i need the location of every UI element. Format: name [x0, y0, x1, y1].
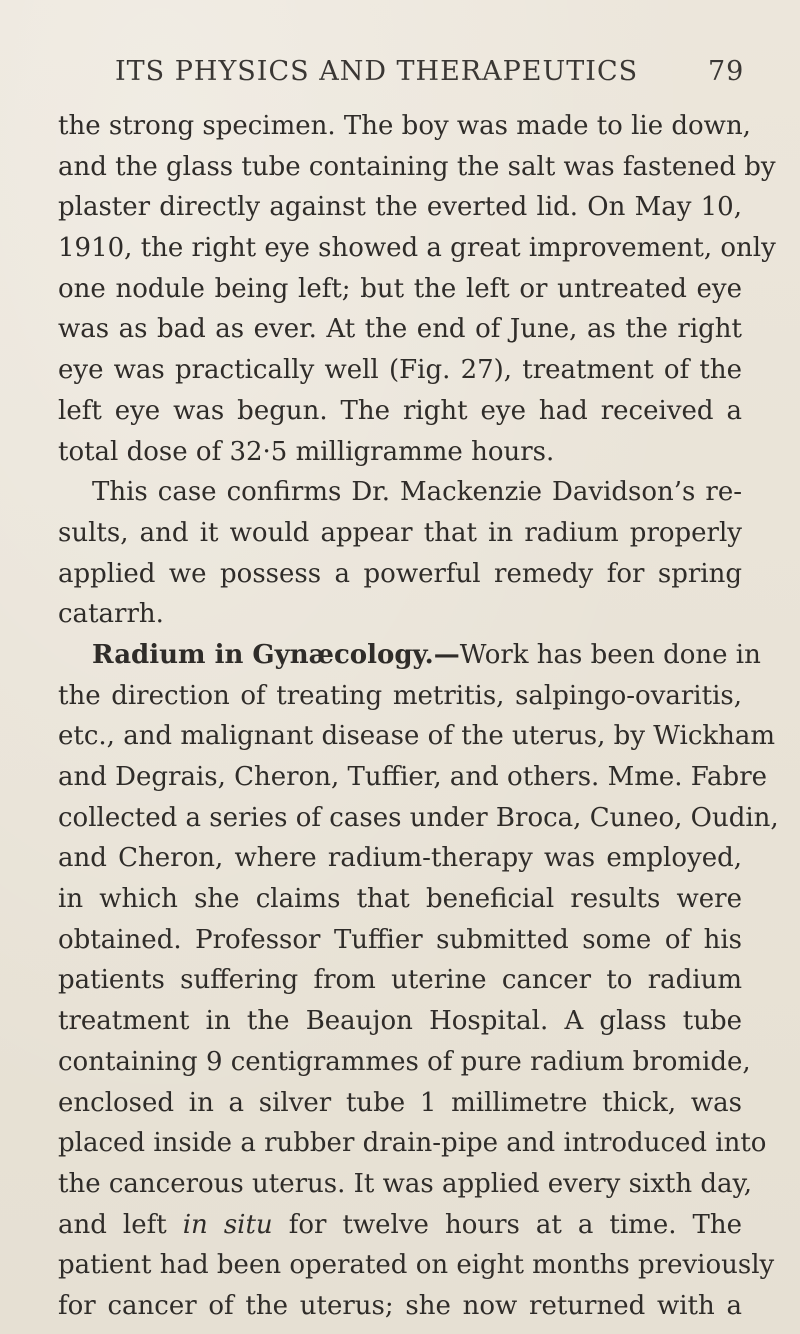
- text-line: 1910, the right eye showed a great improvement, only: [58, 233, 776, 264]
- section-heading: Radium in Gynæcology.—: [92, 639, 460, 670]
- text-line: containing 9 centigrammes of pure radium bromide,: [58, 1046, 751, 1077]
- text-line: This case confirms Dr. Mackenzie Davidson’s re-: [92, 477, 742, 508]
- text-line: left eye was begun. The right eye had received a: [58, 395, 742, 426]
- text-line: sults, and it would appear that in radium properly: [58, 517, 742, 548]
- text-line: [58, 1205, 742, 1246]
- text-line: for cancer of the uterus; she now returned with a: [58, 1290, 742, 1321]
- text-line: applied we possess a powerful remedy for spring: [58, 558, 742, 589]
- text-line: the direction of treating metritis, salpingo-ovaritis,: [58, 680, 742, 711]
- text-line: the cancerous uterus. It was applied every sixth day,: [58, 1168, 752, 1199]
- text-line: placed inside a rubber drain-pipe and introduced into: [58, 1128, 767, 1159]
- text-line: the strong specimen. The boy was made to lie down,: [58, 111, 751, 141]
- text-line: and the glass tube containing the salt was fastened by: [58, 151, 776, 182]
- text-line: total dose of 32·5 milligramme hours.: [58, 436, 555, 467]
- page-number: 79: [708, 56, 745, 87]
- text-line: one nodule being left; but the left or untreated eye: [58, 273, 742, 304]
- text-line-run: Work has been done in: [459, 639, 761, 670]
- italic-phrase: in situ: [182, 1209, 273, 1240]
- text-line: and Cheron, where radium-therapy was employed,: [58, 843, 742, 874]
- text-line: plaster directly against the everted lid. On May 10,: [58, 192, 742, 223]
- text-line: treatment in the Beaujon Hospital. A glass tube: [58, 1006, 742, 1037]
- running-head: [115, 56, 765, 87]
- text-line-run: and left: [58, 1209, 183, 1240]
- text-line: was as bad as ever. At the end of June, as the right: [58, 314, 742, 345]
- running-head-title: ITS PHYSICS AND THERAPEUTICS: [115, 56, 639, 87]
- text-line: patients suffering from uterine cancer to radium: [58, 965, 742, 996]
- text-line: and Degrais, Cheron, Tuffier, and others. Mme. Fabre: [58, 762, 768, 792]
- text-line: [58, 635, 761, 676]
- text-line: eye was practically well (Fig. 27), treatment of the: [58, 355, 742, 386]
- text-line: catarrh.: [58, 599, 164, 630]
- text-line: enclosed in a silver tube 1 millimetre thick, was: [58, 1087, 742, 1118]
- body-text: [58, 106, 779, 1327]
- text-line: collected a series of cases under Broca, Cuneo, Oudin,: [58, 802, 779, 833]
- text-line: etc., and malignant disease of the uterus, by Wickham: [58, 721, 776, 752]
- text-line: obtained. Professor Tuffier submitted some of his: [58, 924, 742, 955]
- text-line: patient had been operated on eight months previously: [58, 1250, 775, 1281]
- text-line: in which she claims that beneficial results were: [58, 884, 742, 915]
- text-line-run: for twelve hours at a time. The: [272, 1209, 742, 1240]
